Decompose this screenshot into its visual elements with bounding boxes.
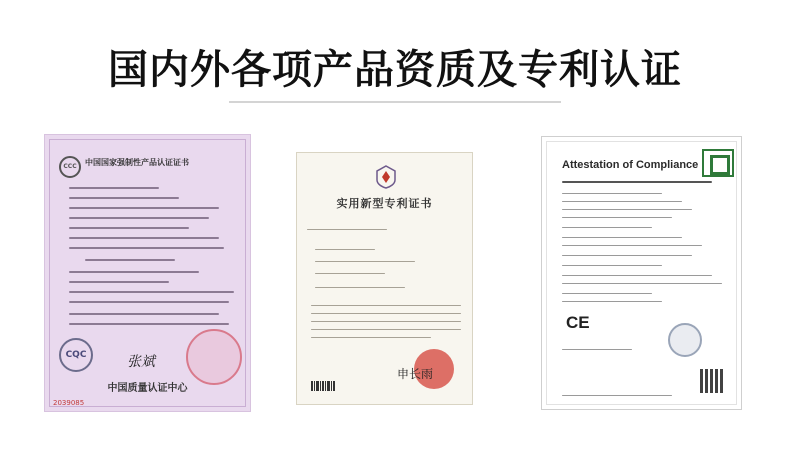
official-seal-icon [668,323,702,357]
text-line [562,301,662,302]
qr-code-icon [700,369,724,393]
text-line [69,313,219,315]
ce-certificate-image [541,136,742,410]
issuer-name: 中国质量认证中心 [107,383,188,394]
text-line [311,305,461,306]
ce-certificate-heading: Attestation of Compliance [562,159,699,171]
text-line [69,187,159,189]
text-line [562,395,672,396]
ce-mark: CE [566,313,590,332]
text-line [69,301,229,303]
text-line [69,207,219,209]
text-line [562,283,722,284]
certifier-logo-icon [702,149,734,177]
text-line [69,323,229,325]
text-line [315,287,405,288]
text-line [562,209,692,210]
patent-emblem-icon [375,165,397,189]
text-line [69,217,209,219]
text-line [69,271,199,273]
text-line [562,227,652,228]
text-line [311,321,461,322]
text-line [69,237,219,239]
ccc-certificate-heading: 中国国家强制性产品认证证书 [85,158,189,167]
patent-certificate-image [296,152,473,405]
text-line [307,229,387,230]
ccc-certificate-image [44,134,251,412]
ccc-logo-icon: CCC [59,156,81,178]
text-line [311,329,461,330]
signature: 申长雨 [397,367,434,381]
text-line [562,349,632,350]
text-line [315,273,385,274]
text-line [562,237,682,238]
text-line [562,201,682,202]
text-line [562,217,672,218]
patent-certificate-heading: 实用新型专利证书 [336,197,433,210]
cqc-stamp-icon: CQC [59,338,93,372]
text-line [562,265,662,266]
text-line [311,313,461,314]
title-divider [229,101,561,103]
text-line [69,247,224,249]
text-line [315,261,415,262]
text-line [85,259,175,261]
text-line [311,337,431,338]
barcode-icon [311,381,335,391]
text-line [562,255,692,256]
text-line [315,249,375,250]
official-seal-icon [186,329,242,385]
text-line [562,193,662,194]
text-line [562,275,712,276]
certificate-serial: 2039085 [53,399,85,407]
text-line [69,291,234,293]
text-line [69,227,189,229]
text-line [69,281,169,283]
page-title: 国内外各项产品资质及专利认证 [108,47,682,93]
text-line [562,181,712,183]
signature: 张斌 [127,354,155,370]
text-line [562,293,652,294]
text-line [69,197,179,199]
text-line [562,245,702,246]
